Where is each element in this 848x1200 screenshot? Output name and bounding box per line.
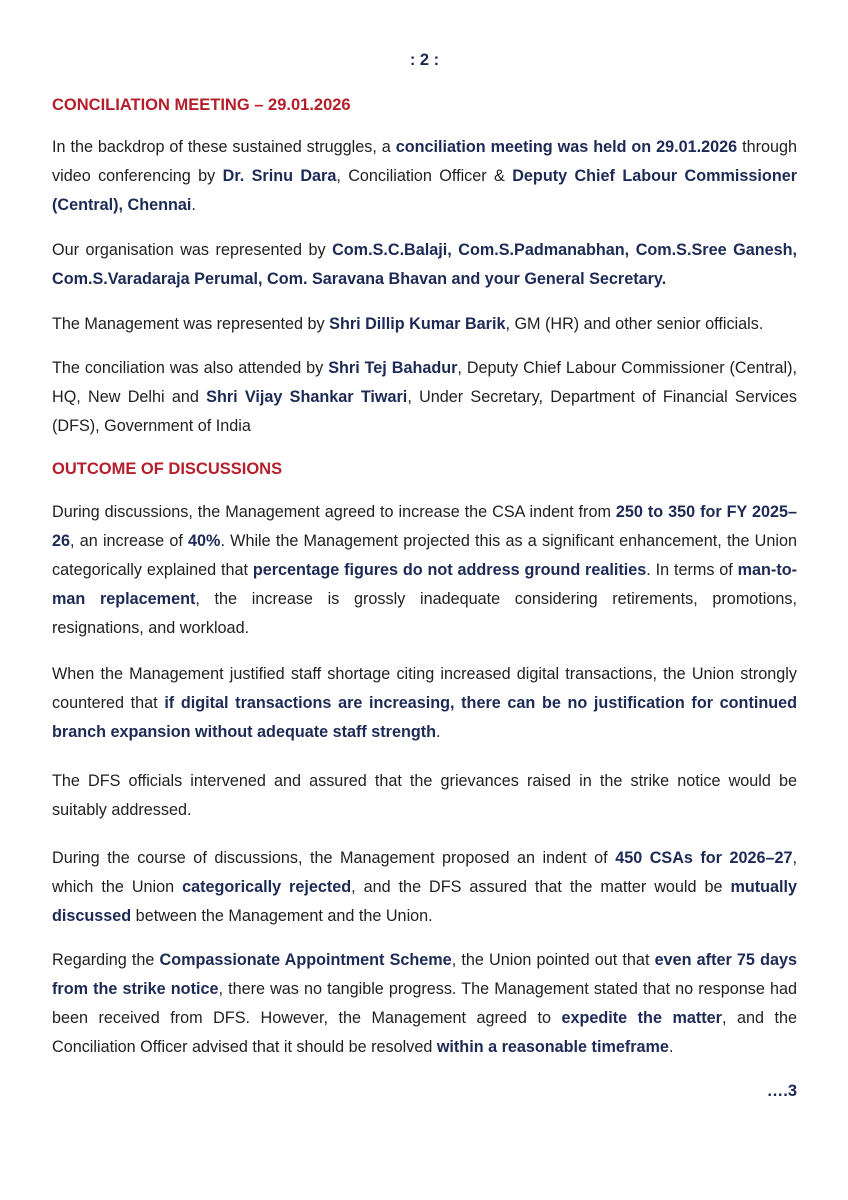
paragraph-digital-transactions: When the Management justified staff shortage citing increased digital transactions, the Union strongly countered that if digital transactions are increasing, there can be no justification for continued branch expansion without adequate staff strength.: [52, 665, 797, 741]
paragraph-compassionate-appointment: Regarding the Compassionate Appointment Scheme, the Union pointed out that even after 75 days from the strike notice, there was no tangible progress. The Management stated that no response had been received from DFS. However, the Management agreed to expedite the matter, and the Conciliation Officer advised that it should be resolved within a reasonable timeframe.: [52, 951, 797, 1056]
paragraph-other-attendees: The conciliation was also attended by Shri Tej Bahadur, Deputy Chief Labour Commissioner (Central), HQ, New Delhi and Shri Vijay Shankar Tiwari, Under Secretary, Department of Financial Services (DFS), Government of India: [52, 359, 798, 435]
paragraph-meeting-details: In the backdrop of these sustained struggles, a conciliation meeting was held on 29.01.2026 through video conferencing by Dr. Srinu Dara, Conciliation Officer & Deputy Chief Labour Commissioner (Central), Chennai.: [52, 138, 798, 214]
paragraph-2026-27-indent: During the course of discussions, the Management proposed an indent of 450 CSAs for 2026–27, which the Union categorically rejected, and the DFS assured that the matter would be mutually discussed between the Management and the Union.: [52, 849, 798, 925]
heading-conciliation-meeting: CONCILIATION MEETING – 29.01.2026: [52, 96, 351, 114]
heading-outcome-of-discussions: OUTCOME OF DISCUSSIONS: [52, 460, 283, 478]
continuation-marker: ….3: [766, 1082, 797, 1100]
paragraph-management-representatives: The Management was represented by Shri Dillip Kumar Barik, GM (HR) and other senior officials.: [52, 315, 764, 333]
paragraph-dfs-assurance: The DFS officials intervened and assured that the grievances raised in the strike notice would be suitably addressed.: [52, 772, 797, 819]
paragraph-union-representatives: Our organisation was represented by Com.S.C.Balaji, Com.S.Padmanabhan, Com.S.Sree Ganesh, Com.S.Varadaraja Perumal, Com. Saravana Bhavan and your General Secretary.: [52, 241, 797, 288]
page-number: : 2 :: [409, 51, 440, 69]
paragraph-csa-indent: During discussions, the Management agreed to increase the CSA indent from 250 to 350 for FY 2025–26, an increase of 40%. While the Management projected this as a significant enhancement, the Union categorically explained that percentage figures do not address ground realities. In terms of man-to-man replacement, the increase is grossly inadequate considering retirements, promotions, resignations, and workload.: [52, 503, 797, 637]
